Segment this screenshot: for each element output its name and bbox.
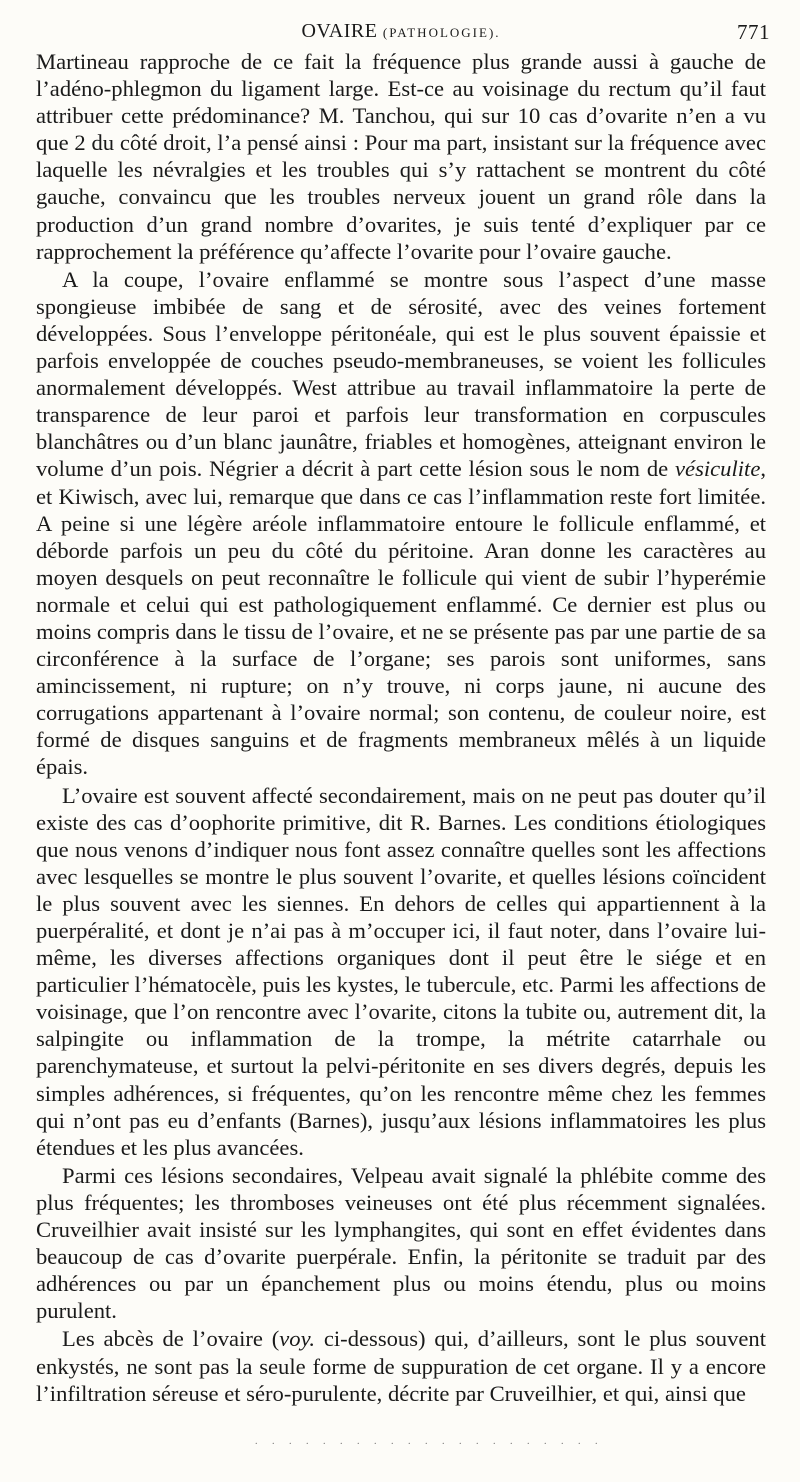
header-subtitle: (PATHOLOGIE). xyxy=(382,25,501,40)
paragraph-secondairement: L’ovaire est souvent affecté secondairement, mais on ne peut pas douter qu’il existe des cas d’oophorite primitive, dit R. Barnes. Les conditions étiologiques que nous venons d’indiquer nous font assez connaître quelles sont les affections avec lesquelles se montre le plus souvent l’ovarite, et quelles lésions coïncident le plus souvent avec les siennes. En dehors de celles qui appartiennent à la puerpéralité, et dont je n’ai pas à m’occuper ici, il faut noter, dans l’ovaire lui-même, les diverses affections organiques dont il peut être le siége et en particulier l’hématocèle, puis les kystes, le tubercule, etc. Parmi les affections de voisinage, que l’on rencontre avec l’ovarite, citons la tubite ou, autrement dit, la salpingite ou inflammation de la trompe, la métrite catarrhale ou parenchymateuse, et surtout la pelvi-péritonite en ses divers degrés, depuis les simples adhérences, si fréquentes, qu’on les rencontre même chez les femmes qui n’ont pas eu d’enfants (Barnes), jusqu’aux lésions inflammatoires les plus étendues et les plus avancées. xyxy=(36,782,766,1160)
body-text xyxy=(36,48,766,1407)
paragraph-abces-part2: ci-dessous) qui, d’ailleurs, sont le plus souvent enkystés, ne sont pas la seule forme de suppuration de cet organe. Il y a encore l’infiltration séreuse et séro-purulente, décrite par Cruveilhier, et qui, ainsi que xyxy=(36,1326,766,1406)
paragraph-abces-part1: Les abcès de l’ovaire ( xyxy=(62,1326,280,1352)
paragraph-lesions-secondaires: Parmi ces lésions secondaires, Velpeau avait signalé la phlébite comme des plus fréquentes; les thromboses veineuses ont été plus récemment signalées. Cruveilhier avait insisté sur les lymphangites, qui sont en effet évidentes dans beaucoup de cas d’ovarite puerpérale. Enfin, la péritonite se traduit par des adhérences ou par un épanchement plus ou moins étendu, plus ou moins purulent. xyxy=(36,1162,766,1324)
header-title: OVAIRE xyxy=(301,20,378,42)
running-title xyxy=(36,20,766,43)
running-header xyxy=(36,14,770,48)
paragraph-abces xyxy=(36,1325,766,1406)
paragraph-coupe-part2: , et Kiwisch, avec lui, remarque que dans ce cas l’inflammation reste fort limitée. A peine si une légère aréole inflammatoire entoure le follicule enflammé, et déborde parfois un peu du côté du péritoine. Aran donne les caractères au moyen desquels on peut reconnaître le follicule qui vient de subir l’hyperémie normale et celui qui est pathologiquement enflammé. Ce dernier est plus ou moins compris dans le tissu de l’ovaire, et ne se présente pas par une partie de sa circonférence à la surface de l’organe; ses parois sont uniformes, sans amincissement, ni rupture; on n’y trouve, ni corps jaune, ni aucune des corrugations appartenant à l’ovaire normal; son contenu, de couleur noire, est formé de disques sanguins et de fragments membraneux mêlés à un liquide épais. xyxy=(36,456,766,780)
term-voy: voy. xyxy=(279,1326,316,1352)
paragraph-coupe xyxy=(36,266,766,781)
term-vesiculite: vésiculite xyxy=(675,456,761,482)
page-number: 771 xyxy=(737,20,770,44)
document-page xyxy=(36,14,770,1407)
bottom-print-marks: . . . . . . . . . . . . . . . . . . . . . xyxy=(255,1436,604,1447)
paragraph-martineau: Martineau rapproche de ce fait la fréquence plus grande aussi à gauche de l’adéno-phlegmon du ligament large. Est-ce au voisinage du rectum qu’il faut attribuer cette prédominance? M. Tanchou, qui sur 10 cas d’ovarite n’en a vu que 2 du côté droit, l’a pensé ainsi : Pour ma part, insistant sur la fréquence avec laquelle les névralgies et les troubles qui s’y rattachent se montrent du côté gauche, convaincu que les troubles nerveux jouent un grand rôle dans la production d’un grand nombre d’ovarites, je suis tenté d’expliquer par ce rapprochement la préférence qu’affecte l’ovarite pour l’ovaire gauche. xyxy=(36,49,766,264)
paragraph-coupe-part1: A la coupe, l’ovaire enflammé se montre sous l’aspect d’une masse spongieuse imbibée de sang et de sérosité, avec des veines fortement développées. Sous l’enveloppe péritonéale, qui est le plus souvent épaissie et parfois enveloppée de couches pseudo-membraneuses, se voient les follicules anormalement développés. West attribue au travail inflammatoire la perte de transparence de leur paroi et parfois leur transformation en corpuscules blanchâtres ou d’un blanc jaunâtre, friables et homogènes, atteignant environ le volume d’un pois. Négrier a décrit à part cette lésion sous le nom de xyxy=(36,266,766,482)
